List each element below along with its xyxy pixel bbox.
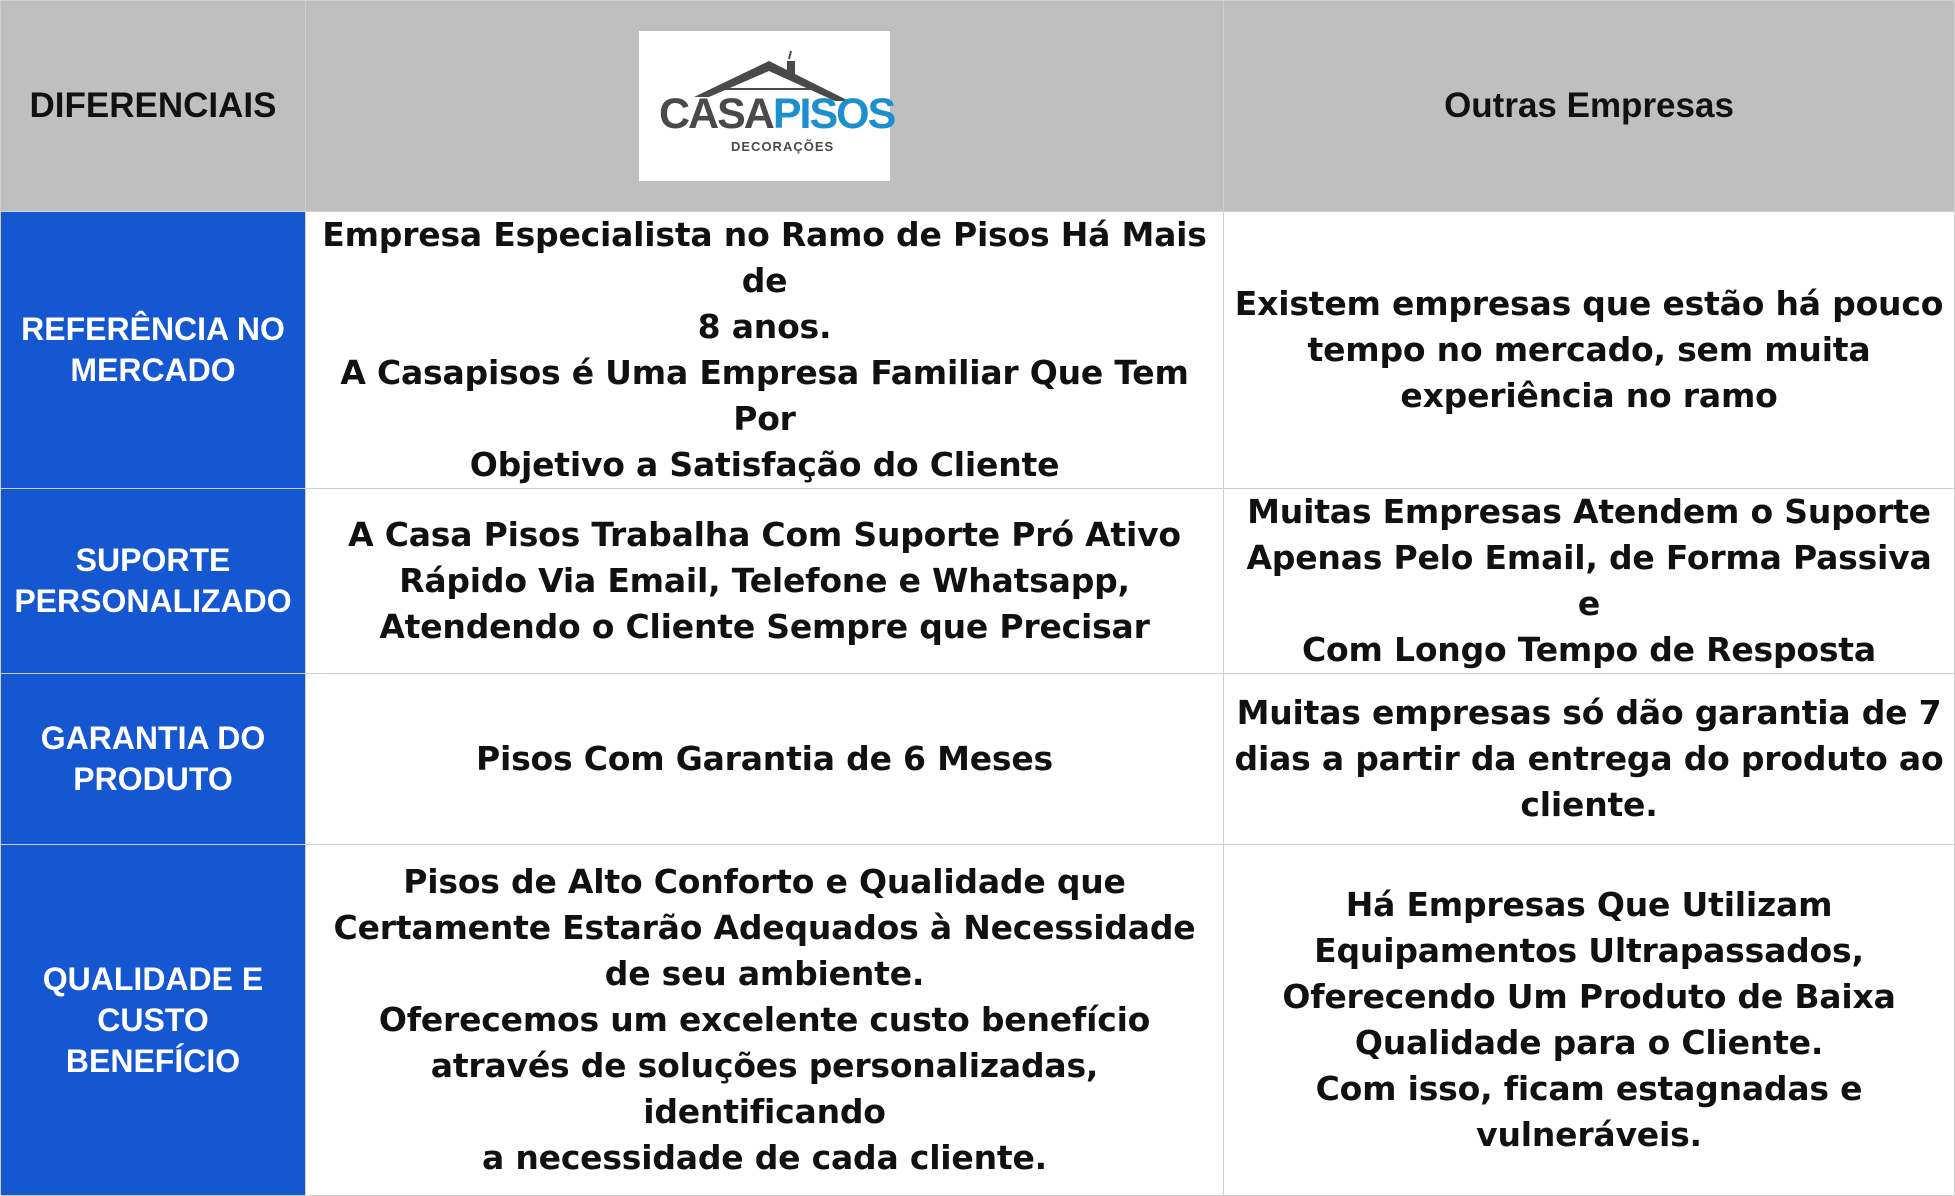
table-row bbox=[1, 212, 1955, 489]
header-diferenciais: DIFERENCIAIS bbox=[1, 1, 306, 212]
text-line: Com isso, ficam estagnadas e bbox=[1315, 1069, 1863, 1108]
row-label bbox=[1, 212, 306, 489]
text-line: dias a partir da entrega do produto ao bbox=[1234, 739, 1944, 778]
casapisos-cell bbox=[306, 674, 1224, 845]
outras-cell bbox=[1224, 845, 1955, 1196]
text-line: Muitas Empresas Atendem o Suporte bbox=[1247, 492, 1931, 531]
header-logo-cell bbox=[306, 1, 1224, 212]
text-line: experiência no ramo bbox=[1400, 376, 1778, 415]
label-line: REFERÊNCIA NO bbox=[21, 311, 285, 347]
text-line: Pisos de Alto Conforto e Qualidade que bbox=[403, 862, 1126, 901]
table-row bbox=[1, 845, 1955, 1196]
text-line: Equipamentos Ultrapassados, bbox=[1314, 931, 1864, 970]
text-line: Empresa Especialista no Ramo de Pisos Há Mais de bbox=[322, 215, 1207, 300]
label-line: SUPORTE bbox=[75, 542, 231, 578]
text-line: Qualidade para o Cliente. bbox=[1354, 1023, 1824, 1062]
text-line: Atendendo o Cliente Sempre que Precisar bbox=[379, 607, 1150, 646]
row-label bbox=[1, 674, 306, 845]
text-line: Rápido Via Email, Telefone e Whatsapp, bbox=[399, 561, 1130, 600]
logo-subtitle: DECORAÇÕES bbox=[731, 139, 835, 154]
text-line: tempo no mercado, sem muita bbox=[1307, 330, 1871, 369]
header-outras-empresas: Outras Empresas bbox=[1224, 1, 1955, 212]
casapisos-cell bbox=[306, 845, 1224, 1196]
table-row bbox=[1, 674, 1955, 845]
text-line: Certamente Estarão Adequados à Necessidade bbox=[333, 908, 1196, 947]
text-line: através de soluções personalizadas, identificando bbox=[430, 1046, 1099, 1131]
text-line: Oferecemos um excelente custo benefício bbox=[378, 1000, 1151, 1039]
label-line: PRODUTO bbox=[73, 761, 233, 797]
casapisos-logo bbox=[639, 31, 895, 181]
outras-cell bbox=[1224, 489, 1955, 674]
logo-wordmark bbox=[659, 90, 895, 138]
text-line: Muitas empresas só dão garantia de 7 bbox=[1236, 693, 1942, 732]
text-line: Apenas Pelo Email, de Forma Passiva e bbox=[1246, 538, 1932, 623]
text-line: vulneráveis. bbox=[1476, 1115, 1702, 1154]
label-line: PERSONALIZADO bbox=[14, 583, 292, 619]
header-row bbox=[1, 1, 1955, 212]
text-line: Oferecendo Um Produto de Baixa bbox=[1282, 977, 1896, 1016]
logo-word-pisos: PISOS bbox=[772, 90, 895, 138]
text-line: a necessidade de cada cliente. bbox=[481, 1138, 1047, 1177]
outras-cell bbox=[1224, 212, 1955, 489]
label-line: GARANTIA DO bbox=[40, 720, 266, 756]
row-label bbox=[1, 489, 306, 674]
label-line: CUSTO bbox=[97, 1001, 209, 1038]
text-line: Com Longo Tempo de Resposta bbox=[1302, 630, 1876, 669]
text-line: cliente. bbox=[1520, 785, 1658, 824]
text-line: Há Empresas Que Utilizam bbox=[1345, 885, 1833, 924]
casapisos-cell bbox=[306, 212, 1224, 489]
text-line: 8 anos. bbox=[697, 307, 832, 346]
outras-cell bbox=[1224, 674, 1955, 845]
table-row bbox=[1, 489, 1955, 674]
casapisos-cell bbox=[306, 489, 1224, 674]
row-label bbox=[1, 845, 306, 1196]
label-line: MERCADO bbox=[70, 352, 236, 388]
label-line: BENEFÍCIO bbox=[65, 1042, 241, 1079]
text-line: Objetivo a Satisfação do Cliente bbox=[469, 445, 1060, 484]
text-line: de seu ambiente. bbox=[604, 954, 925, 993]
text-line: Pisos Com Garantia de 6 Meses bbox=[476, 739, 1053, 778]
text-line: Existem empresas que estão há pouco bbox=[1234, 284, 1944, 323]
logo-word-casa: CASA bbox=[659, 90, 773, 138]
label-line: QUALIDADE E bbox=[42, 960, 264, 997]
text-line: A Casa Pisos Trabalha Com Suporte Pró Ativo bbox=[348, 515, 1181, 554]
text-line: A Casapisos é Uma Empresa Familiar Que Tem Por bbox=[340, 353, 1189, 438]
